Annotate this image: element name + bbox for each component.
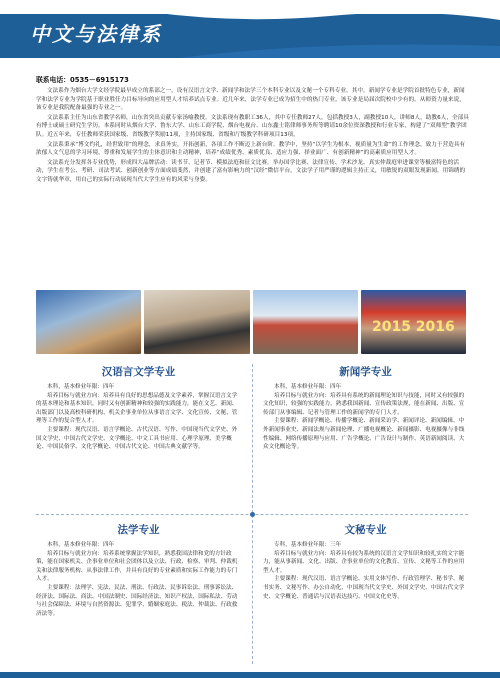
photo-label: 2015 2016: [371, 319, 455, 336]
contact-phone: 联系电话：0535－6915173: [36, 76, 129, 84]
major-card-chinese-literature: [36, 364, 241, 452]
major-degree: 本科，基本修业年限：四年: [47, 384, 115, 390]
intro-paragraph: 文法系作为烟台大学文经学院最早成立的系部之一，设有汉语言文学、新闻学和法学三个本科专业以及文秘一个专科专业。其中，新闻学专业是学院首批特色专业，新闻学和法学专业为学院基于职业胜任力目标导向的应用型人才培养试点专业。近几年来，法学专业已成为招生中的热门专业，该专业是局届次院校中少有的。从师资力量来说，该专业是我院配备最强的专业之一。: [36, 88, 465, 112]
intro-section: [36, 74, 470, 186]
major-title: 新闻学专业: [339, 366, 392, 378]
footer-bar: [0, 672, 500, 678]
major-goal: 培养目标与就业方向：培养具有良好的思想品德及文学素养，掌握汉语言文学的基本理论和基本知识，同时又有创新精神和较强的实践能力，能在文艺、新闻、出版部门以及高校科研机构、机关企事业单位从事语言文学、文化宣传、文秘、管理等工作的复合型人才。: [36, 392, 238, 425]
page-title: 中文与法律系: [30, 22, 162, 46]
major-goal: 培养目标与就业方向：培养具有系统的新闻理论知识与技能，同时又有较强的文化知识，较强的实践能力，熟悉我国新闻、宣传政策法规，能在新闻、出版、宣传部门从事编辑、记者与管理工作的新闻学的专门人才。: [263, 392, 465, 416]
photo-stage-event: [361, 290, 466, 354]
intro-paragraph: 文法系秉承“博文约礼，经世致用”的理念，求真务实，开拓创新，各项工作不断迈上新台阶。教学中，坚持“以学生为根本，视质量为生命”的工作理念，致力于营造具有浓郁人文气息的学习环境，尊重和发展学生的主体意识和主动精神，培养“成绩优秀、素质优良、适应力强、择业面广、有创新精神”的高素质应用型人才。: [36, 141, 466, 157]
photo-event-banner: [36, 290, 141, 354]
major-degree: 本科，基本修业年限：四年: [274, 384, 342, 390]
major-degree: 专科，基本修业年限：三年: [274, 542, 342, 548]
major-courses: 主要课程：法理学、宪法、民法、刑法、行政法、民事诉讼法、刑事诉讼法、经济法、国际法、商法、中国法制史、国际经济法、知识产权法、国际私法、劳动与社会保障法、环境与自然资源法、犯罪学、婚姻家庭法、税法、仲裁法、行政救济法等。: [36, 584, 238, 617]
photo-strip: [36, 290, 466, 354]
major-title: 文秘专业: [344, 524, 387, 536]
major-card-secretarial: [263, 522, 468, 601]
major-card-journalism: [263, 364, 468, 452]
major-degree: 本科，基本修业年限：四年: [47, 542, 115, 548]
photo-group-outdoor: [253, 290, 358, 354]
major-courses: 主要课程：新闻学概论、传播学概论、新闻采访学、新闻评论、新闻编辑、中外新闻事业史、新闻法规与新闻伦理、广播电视概论、新闻摄影、电视摄像与非线性编辑、网络传播原理与应用、广告学概论、广告设计与制作、英语新闻阅读、大众文化概论等。: [263, 418, 465, 451]
major-title: 汉语言文学专业: [101, 366, 176, 378]
major-courses: 主要课程：现代汉语、语言学概论、古代汉语、写作、中国现当代文学史、外国文学史、中国古代文学史、文学概论、中文工具书应用、心理学原理、美学概论、中国民俗学、文化学概论、中国古代文论、中国古典文献学等。: [36, 426, 238, 451]
major-goal: 培养目标与就业方向：培养系统掌握法学知识，熟悉我国法律和党的方针政策，能在国家机关、企事业单位和社会团体以及立法、行政、检察、审判、仲裁机关和法律服务机构、从事法律工作，并具有良好的专业素质和实际工作能力的专门人才。: [36, 550, 238, 583]
photo-award-ceremony: [144, 290, 249, 354]
major-title: 法学专业: [117, 524, 160, 536]
header-banner: [0, 0, 500, 58]
intro-paragraph: 文法系系主任为山东省教学名师，山东省突出贡献专家汤喻教授。文法系现有教职工36人，其中专任教师27人，包括教授3人，副教授10人，讲师8人，助教6人，全部具有博士或硕士研究生学历。本系同时从烟台大学、鲁东大学、山东工商学院、烟台电视台、山东鑫士铭律师事务所等聘请10余位资深教授和行业专家，构建了“双师型”教学团队。近五年来，专任教师荣获国家级、省级教学奖励11项，主持国家级、省级和厅级教学科研项目13项。: [36, 114, 469, 138]
major-goal: 培养目标与就业方向：培养具有较为系统的汉语言文学知识和较扎实的文字能力，能从事新闻、文化、出版、企事业单位的文化教育、宣传、文秘等工作的应用型人才。: [263, 550, 465, 574]
major-courses: 主要课程：现代汉语、语言学概论、实用文体写作、行政管理学、秘书学、秘书实务、文秘写作、办公自动化、中国现当代文学史、外国文学史、中国古代文学史、文学概论、普通话与汉语表达技巧、中国文化史等。: [263, 576, 465, 600]
intro-paragraph: 文法系充分发挥各专业优势，形成四大品牌活动：读书节、记者节、模拟法庭和征文比赛。举办国学比赛、法律宣传、学术沙龙、真实仲裁庭审进课堂等极富特色的活动，学生在考公、考研、司法考试、创新创业等方面成绩斐然，并创建了富有影响力的“汉经”微信平台。文法学子用严谨的逻辑主持正义，用敏锐的双眼发现新闻，用锦绣的文字铸就华章，用自己的实际行动展现当代大学生应有的风采与身姿。: [36, 159, 466, 183]
major-card-law: [36, 522, 241, 618]
divider-dot: [250, 512, 255, 517]
